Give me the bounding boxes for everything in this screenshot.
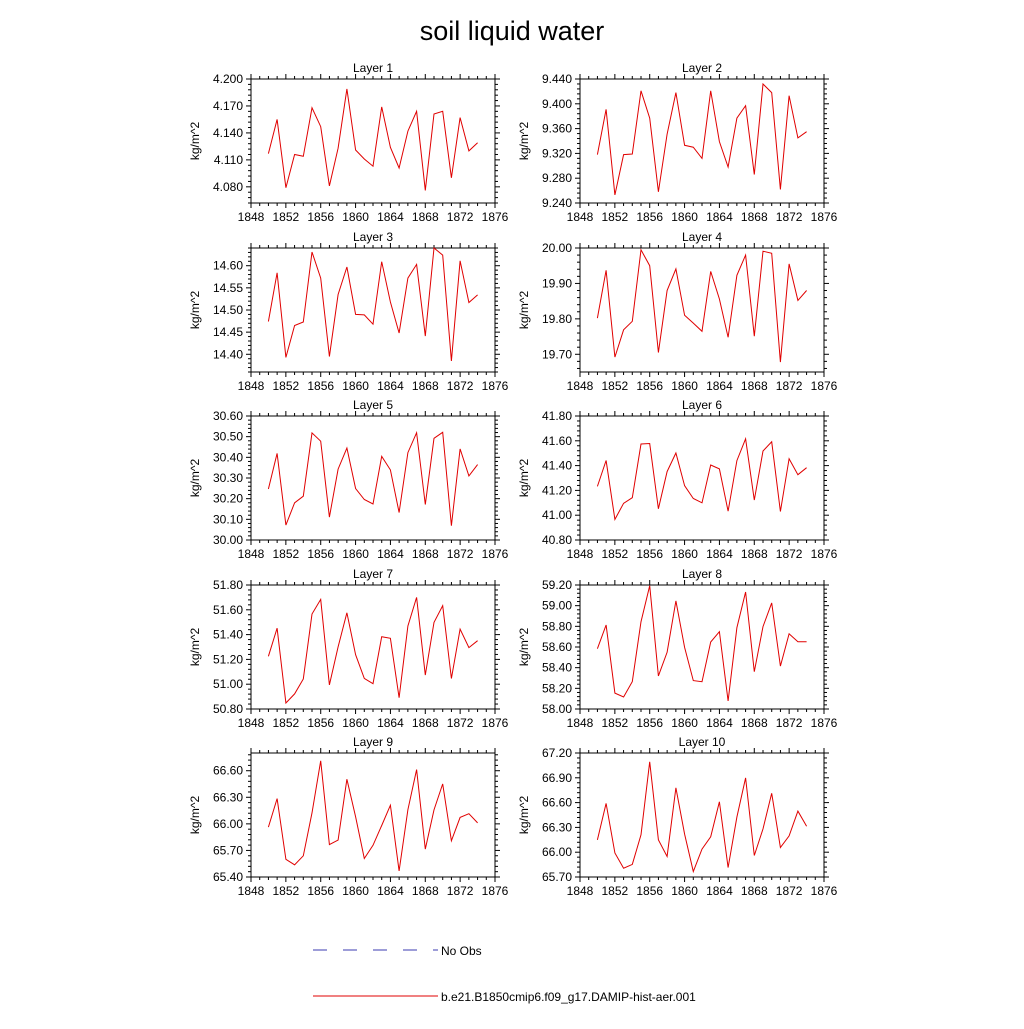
x-tick-label: 1868 bbox=[411, 547, 439, 561]
y-tick-label: 4.140 bbox=[212, 125, 243, 140]
y-axis-label: kg/m^2 bbox=[517, 627, 531, 667]
x-tick-label: 1876 bbox=[481, 884, 509, 898]
y-tick-label: 65.70 bbox=[212, 843, 243, 858]
y-tick-label: 14.40 bbox=[212, 347, 243, 362]
x-tick-label: 1872 bbox=[775, 716, 803, 730]
x-tick-label: 1876 bbox=[481, 547, 509, 561]
x-tick-label: 1856 bbox=[636, 210, 664, 224]
y-tick-label: 58.20 bbox=[541, 681, 572, 696]
y-tick-label: 58.40 bbox=[541, 660, 572, 675]
panel-title: Layer 10 bbox=[678, 735, 726, 749]
y-tick-label: 66.60 bbox=[541, 795, 572, 810]
x-tick-label: 1856 bbox=[307, 547, 335, 561]
x-tick-label: 1864 bbox=[706, 884, 733, 898]
y-tick-label: 30.40 bbox=[212, 450, 243, 465]
y-tick-label: 9.240 bbox=[541, 196, 572, 210]
y-axis-label: kg/m^2 bbox=[188, 627, 202, 667]
panel-layer-4 bbox=[517, 230, 838, 393]
y-tick-label: 65.70 bbox=[541, 870, 572, 884]
y-tick-label: 66.30 bbox=[541, 820, 572, 835]
x-tick-label: 1856 bbox=[307, 884, 335, 898]
x-tick-label: 1864 bbox=[706, 379, 733, 393]
y-tick-label: 19.90 bbox=[541, 276, 572, 291]
y-tick-label: 41.20 bbox=[541, 483, 572, 498]
x-tick-label: 1872 bbox=[446, 547, 474, 561]
series-line bbox=[597, 586, 806, 701]
x-tick-label: 1848 bbox=[566, 379, 594, 393]
y-tick-label: 67.20 bbox=[541, 746, 572, 760]
x-tick-label: 1856 bbox=[636, 379, 664, 393]
panel-title: Layer 6 bbox=[681, 398, 723, 412]
x-tick-label: 1872 bbox=[446, 884, 474, 898]
y-tick-label: 9.280 bbox=[541, 171, 572, 186]
y-tick-label: 14.45 bbox=[212, 325, 243, 340]
y-tick-label: 9.440 bbox=[541, 72, 572, 86]
y-tick-label: 30.20 bbox=[212, 491, 243, 506]
y-tick-label: 51.40 bbox=[212, 627, 243, 642]
x-tick-label: 1852 bbox=[272, 884, 300, 898]
y-tick-label: 19.70 bbox=[541, 347, 572, 362]
plot-frame bbox=[580, 585, 824, 709]
plot-frame bbox=[580, 753, 824, 877]
x-tick-label: 1868 bbox=[411, 884, 439, 898]
series-line bbox=[597, 439, 806, 520]
x-tick-label: 1860 bbox=[671, 379, 698, 393]
x-tick-label: 1848 bbox=[237, 210, 265, 224]
y-tick-label: 4.110 bbox=[213, 152, 243, 167]
legend bbox=[313, 944, 696, 1004]
x-tick-label: 1856 bbox=[636, 884, 664, 898]
x-tick-label: 1852 bbox=[601, 379, 629, 393]
x-tick-label: 1872 bbox=[775, 884, 803, 898]
legend-label-no-obs: No Obs bbox=[441, 944, 482, 958]
y-tick-label: 40.80 bbox=[541, 533, 572, 547]
x-tick-label: 1864 bbox=[706, 210, 733, 224]
y-tick-label: 4.200 bbox=[212, 72, 243, 86]
x-tick-label: 1856 bbox=[636, 716, 664, 730]
y-tick-label: 30.10 bbox=[212, 512, 243, 527]
y-tick-label: 51.20 bbox=[212, 652, 243, 667]
x-tick-label: 1872 bbox=[775, 379, 803, 393]
y-tick-label: 30.50 bbox=[212, 429, 243, 444]
panel-layer-8 bbox=[517, 567, 838, 730]
y-tick-label: 19.80 bbox=[541, 311, 572, 326]
y-tick-label: 9.360 bbox=[541, 121, 572, 136]
x-tick-label: 1852 bbox=[601, 884, 629, 898]
x-tick-label: 1876 bbox=[810, 716, 838, 730]
panel-layer-1 bbox=[188, 61, 509, 224]
x-tick-label: 1876 bbox=[481, 379, 509, 393]
panel-title: Layer 8 bbox=[681, 567, 723, 581]
x-tick-label: 1860 bbox=[342, 379, 369, 393]
y-tick-label: 50.80 bbox=[212, 702, 243, 716]
x-tick-label: 1868 bbox=[740, 716, 768, 730]
panel-title: Layer 4 bbox=[681, 230, 723, 244]
y-tick-label: 58.60 bbox=[541, 640, 572, 654]
y-tick-label: 66.00 bbox=[541, 845, 572, 860]
x-tick-label: 1848 bbox=[237, 884, 265, 898]
panel-layer-6 bbox=[517, 398, 838, 561]
x-tick-label: 1868 bbox=[411, 210, 439, 224]
plot-frame bbox=[251, 585, 495, 709]
series-line bbox=[268, 761, 477, 871]
y-tick-label: 51.80 bbox=[212, 578, 243, 592]
x-tick-label: 1852 bbox=[272, 379, 300, 393]
x-tick-label: 1876 bbox=[810, 379, 838, 393]
y-tick-label: 59.20 bbox=[541, 578, 572, 592]
x-tick-label: 1868 bbox=[740, 884, 768, 898]
x-tick-label: 1876 bbox=[810, 210, 838, 224]
x-tick-label: 1852 bbox=[601, 547, 629, 561]
legend-label-model: b.e21.B1850cmip6.f09_g17.DAMIP-hist-aer.001 bbox=[441, 990, 696, 1004]
y-tick-label: 14.50 bbox=[212, 303, 243, 317]
x-tick-label: 1852 bbox=[601, 210, 629, 224]
x-tick-label: 1852 bbox=[601, 716, 629, 730]
x-tick-label: 1872 bbox=[446, 210, 474, 224]
panel-layer-9 bbox=[188, 735, 509, 898]
y-tick-label: 14.55 bbox=[212, 280, 243, 295]
y-tick-label: 30.30 bbox=[212, 471, 243, 485]
x-tick-label: 1856 bbox=[307, 210, 335, 224]
x-tick-label: 1848 bbox=[566, 716, 594, 730]
x-tick-label: 1848 bbox=[237, 716, 265, 730]
x-tick-label: 1868 bbox=[740, 379, 768, 393]
y-axis-label: kg/m^2 bbox=[188, 458, 202, 498]
y-tick-label: 66.00 bbox=[212, 816, 243, 831]
y-tick-label: 9.400 bbox=[541, 96, 572, 111]
x-tick-label: 1856 bbox=[307, 379, 335, 393]
plot-frame bbox=[580, 79, 824, 203]
series-line bbox=[268, 248, 477, 361]
panel-layer-3 bbox=[188, 230, 509, 393]
y-tick-label: 4.170 bbox=[212, 98, 243, 113]
y-tick-label: 66.60 bbox=[212, 763, 243, 778]
plot-frame bbox=[251, 79, 495, 203]
x-tick-label: 1864 bbox=[377, 379, 404, 393]
series-line bbox=[597, 762, 806, 872]
x-tick-label: 1872 bbox=[775, 210, 803, 224]
y-tick-label: 51.60 bbox=[212, 602, 243, 617]
x-tick-label: 1848 bbox=[237, 547, 265, 561]
x-tick-label: 1872 bbox=[446, 379, 474, 393]
x-tick-label: 1856 bbox=[636, 547, 664, 561]
x-tick-label: 1876 bbox=[481, 210, 509, 224]
y-tick-label: 41.80 bbox=[541, 409, 572, 423]
plot-frame bbox=[251, 753, 495, 877]
panel-title: Layer 7 bbox=[352, 567, 394, 581]
x-tick-label: 1860 bbox=[671, 716, 698, 730]
y-tick-label: 59.00 bbox=[541, 598, 572, 613]
series-line bbox=[268, 89, 477, 190]
x-tick-label: 1876 bbox=[810, 884, 838, 898]
x-tick-label: 1876 bbox=[481, 716, 509, 730]
x-tick-label: 1864 bbox=[377, 716, 404, 730]
x-tick-label: 1852 bbox=[272, 210, 300, 224]
plot-frame bbox=[251, 248, 495, 372]
x-tick-label: 1868 bbox=[740, 547, 768, 561]
x-tick-label: 1852 bbox=[272, 547, 300, 561]
x-tick-label: 1848 bbox=[237, 379, 265, 393]
y-tick-label: 41.40 bbox=[541, 458, 572, 473]
y-tick-label: 58.80 bbox=[541, 619, 572, 634]
y-tick-label: 30.00 bbox=[212, 533, 243, 547]
x-tick-label: 1872 bbox=[446, 716, 474, 730]
y-axis-label: kg/m^2 bbox=[517, 458, 531, 498]
panel-layer-2 bbox=[517, 61, 838, 224]
x-tick-label: 1864 bbox=[706, 547, 733, 561]
y-tick-label: 9.320 bbox=[541, 146, 572, 161]
x-tick-label: 1860 bbox=[671, 210, 698, 224]
y-axis-label: kg/m^2 bbox=[517, 121, 531, 161]
panel-layer-7 bbox=[188, 567, 509, 730]
x-tick-label: 1868 bbox=[411, 379, 439, 393]
x-tick-label: 1860 bbox=[342, 884, 369, 898]
x-tick-label: 1864 bbox=[377, 210, 404, 224]
panel-title: Layer 9 bbox=[352, 735, 394, 749]
panels bbox=[188, 61, 838, 898]
x-tick-label: 1848 bbox=[566, 884, 594, 898]
panel-layer-10 bbox=[517, 735, 838, 898]
panel-title: Layer 2 bbox=[681, 61, 723, 75]
x-tick-label: 1852 bbox=[272, 716, 300, 730]
y-tick-label: 65.40 bbox=[212, 870, 243, 884]
x-tick-label: 1864 bbox=[377, 547, 404, 561]
x-tick-label: 1864 bbox=[377, 884, 404, 898]
x-tick-label: 1872 bbox=[775, 547, 803, 561]
y-axis-label: kg/m^2 bbox=[517, 795, 531, 835]
y-axis-label: kg/m^2 bbox=[188, 121, 202, 161]
y-tick-label: 58.00 bbox=[541, 702, 572, 716]
panel-title: Layer 1 bbox=[352, 61, 394, 75]
x-tick-label: 1860 bbox=[342, 210, 369, 224]
y-tick-label: 66.30 bbox=[212, 790, 243, 805]
y-tick-label: 20.00 bbox=[541, 241, 572, 255]
series-line bbox=[597, 250, 806, 362]
y-tick-label: 4.080 bbox=[212, 179, 243, 194]
y-tick-label: 14.60 bbox=[212, 258, 243, 273]
y-tick-label: 41.00 bbox=[541, 508, 572, 523]
x-tick-label: 1848 bbox=[566, 210, 594, 224]
panel-title: Layer 3 bbox=[352, 230, 394, 244]
x-tick-label: 1868 bbox=[740, 210, 768, 224]
x-tick-label: 1876 bbox=[810, 547, 838, 561]
series-line bbox=[268, 597, 477, 703]
chart-title: soil liquid water bbox=[419, 16, 605, 46]
plot-frame bbox=[580, 416, 824, 540]
y-axis-label: kg/m^2 bbox=[188, 290, 202, 330]
x-tick-label: 1868 bbox=[411, 716, 439, 730]
series-line bbox=[268, 432, 477, 525]
x-tick-label: 1860 bbox=[671, 884, 698, 898]
panel-layer-5 bbox=[188, 398, 509, 561]
x-tick-label: 1860 bbox=[671, 547, 698, 561]
y-tick-label: 41.60 bbox=[541, 433, 572, 448]
x-tick-label: 1848 bbox=[566, 547, 594, 561]
y-tick-label: 51.00 bbox=[212, 677, 243, 692]
y-axis-label: kg/m^2 bbox=[188, 795, 202, 835]
x-tick-label: 1856 bbox=[307, 716, 335, 730]
x-tick-label: 1860 bbox=[342, 716, 369, 730]
y-tick-label: 66.90 bbox=[541, 770, 572, 785]
x-tick-label: 1864 bbox=[706, 716, 733, 730]
panel-title: Layer 5 bbox=[352, 398, 394, 412]
y-tick-label: 30.60 bbox=[212, 409, 243, 423]
x-tick-label: 1860 bbox=[342, 547, 369, 561]
y-axis-label: kg/m^2 bbox=[517, 290, 531, 330]
series-line bbox=[597, 84, 806, 195]
